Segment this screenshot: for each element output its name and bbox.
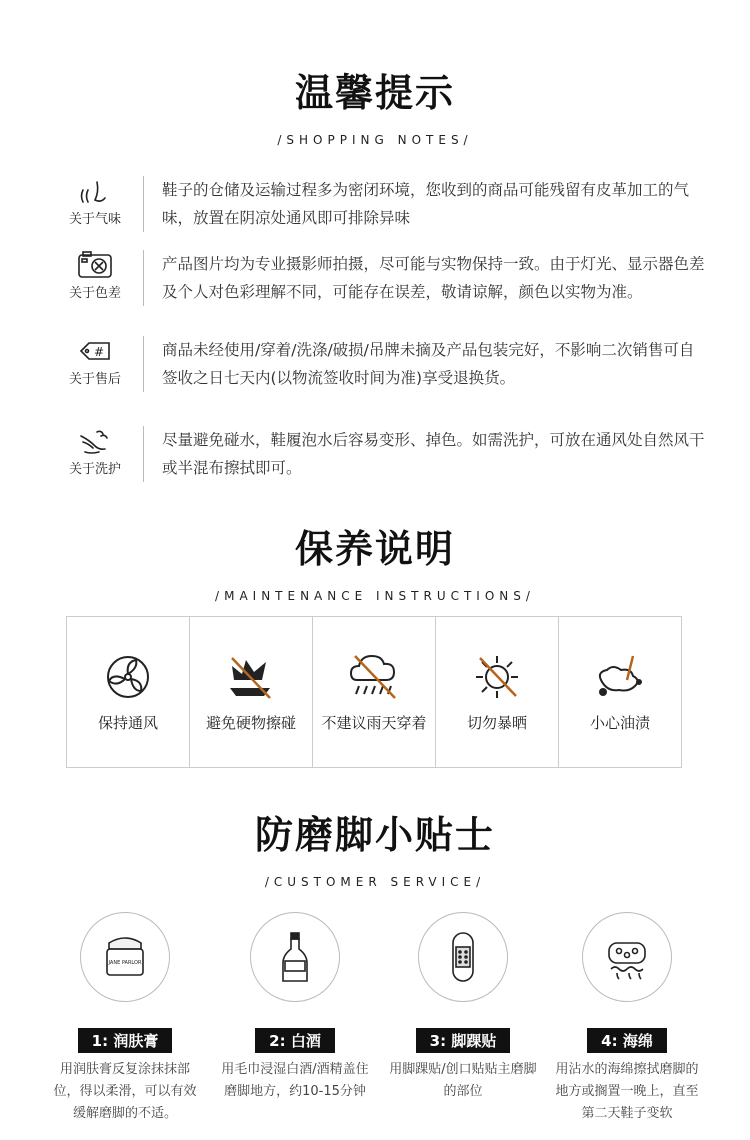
- washing-icon: [75, 426, 115, 456]
- shopping-notes-subtitle: /SHOPPING NOTES/: [277, 133, 473, 147]
- maintenance-label: 保持通风: [97, 713, 158, 732]
- tip-item-sponge: [542, 912, 712, 1125]
- maintenance-item-no-rain: [313, 617, 436, 767]
- tips-title: 防磨脚小贴士: [254, 813, 495, 857]
- tip-circle: [582, 912, 672, 1002]
- note-label: 关于售后: [68, 372, 121, 387]
- tip-item-cream: [40, 912, 210, 1125]
- maintenance-grid: [66, 616, 682, 768]
- note-label: 关于气味: [68, 212, 121, 227]
- note-label: 关于洗护: [68, 462, 121, 477]
- maintenance-item-ventilation: [67, 617, 190, 767]
- tip-circle: [80, 912, 170, 1002]
- note-text: 产品图片均为专业摄影师拍摄，尽可能与实物保持一致。由于灯光、显示器色差及个人对色彩理解不同，可能存在误差，敬请谅解，颜色以实物为准。: [162, 255, 705, 301]
- tip-text: 用沾水的海绵擦拭磨脚的地方或搁置一晚上，直至第二天鞋子变软: [555, 1062, 699, 1121]
- tip-label: 1: 润肤膏: [78, 1028, 173, 1053]
- note-washing: [55, 426, 705, 482]
- bottle-icon: [267, 929, 323, 985]
- maintenance-label: 切勿暴晒: [466, 713, 527, 732]
- oil-stain-icon: [593, 652, 647, 702]
- note-text: 尽量避免碰水，鞋履泡水后容易变形、掉色。如需洗护，可放在通风处自然风干或半混布擦拭即可。: [162, 431, 705, 477]
- cream-jar-icon: [97, 929, 153, 985]
- maintenance-item-oil-stain: [559, 617, 681, 767]
- maintenance-label: 避免硬物擦碰: [205, 713, 296, 732]
- no-hard-object-icon: [224, 652, 278, 702]
- tip-text: 用润肤膏反复涂抹抹部位，得以柔滑，可以有效缓解磨脚的不适。: [53, 1062, 197, 1121]
- maintenance-label: 小心油渍: [589, 713, 650, 732]
- jar-brand-text: JANE PARLOR: [108, 960, 142, 966]
- note-after-sales: [55, 336, 705, 392]
- smell-icon: [75, 176, 115, 206]
- maintenance-item-no-sun: [436, 617, 559, 767]
- tip-text: 用脚踝贴/创口贴贴主磨脚的部位: [389, 1062, 537, 1099]
- maintenance-item-no-hard-object: [190, 617, 313, 767]
- divider: [143, 176, 144, 232]
- maintenance-subtitle: /MAINTENANCE INSTRUCTIONS/: [215, 589, 535, 603]
- note-smell: [55, 176, 705, 232]
- tip-label: 4: 海绵: [587, 1028, 667, 1053]
- note-label: 关于色差: [68, 286, 121, 301]
- no-sun-icon: [470, 652, 524, 702]
- note-text: 鞋子的仓储及运输过程多为密闭环境，您收到的商品可能残留有皮革加工的气味，放置在阴凉处通风即可排除异味: [162, 181, 690, 227]
- divider: [143, 426, 144, 482]
- no-rain-icon: [347, 652, 401, 702]
- sponge-icon: [599, 929, 655, 985]
- tip-text: 用毛巾浸湿白酒/酒精盖住磨脚地方，约10-15分钟: [221, 1062, 369, 1099]
- tip-circle: [418, 912, 508, 1002]
- divider: [143, 336, 144, 392]
- maintenance-label: 不建议雨天穿着: [321, 713, 427, 732]
- fan-icon: [101, 652, 155, 702]
- tips-subtitle: /CUSTOMER SERVICE/: [264, 875, 486, 889]
- tip-item-liquor: [210, 912, 380, 1103]
- maintenance-title: 保养说明: [294, 527, 455, 571]
- camera-icon: [75, 250, 115, 280]
- tip-circle: [250, 912, 340, 1002]
- bandage-icon: [435, 929, 491, 985]
- tip-label: 2: 白酒: [255, 1028, 335, 1053]
- note-text: 商品未经使用/穿着/洗涤/破损/吊牌未摘及产品包装完好，不影响二次销售可自签收之日七天内(以物流签收时间为准)享受退换货。: [162, 341, 695, 387]
- tag-icon: [75, 336, 115, 366]
- svg-text:#: #: [94, 345, 105, 359]
- tip-item-bandage: [378, 912, 548, 1103]
- divider: [143, 250, 144, 306]
- shopping-notes-title: 温馨提示: [294, 71, 455, 115]
- note-color: [55, 250, 705, 306]
- tip-label: 3: 脚踝贴: [416, 1028, 511, 1053]
